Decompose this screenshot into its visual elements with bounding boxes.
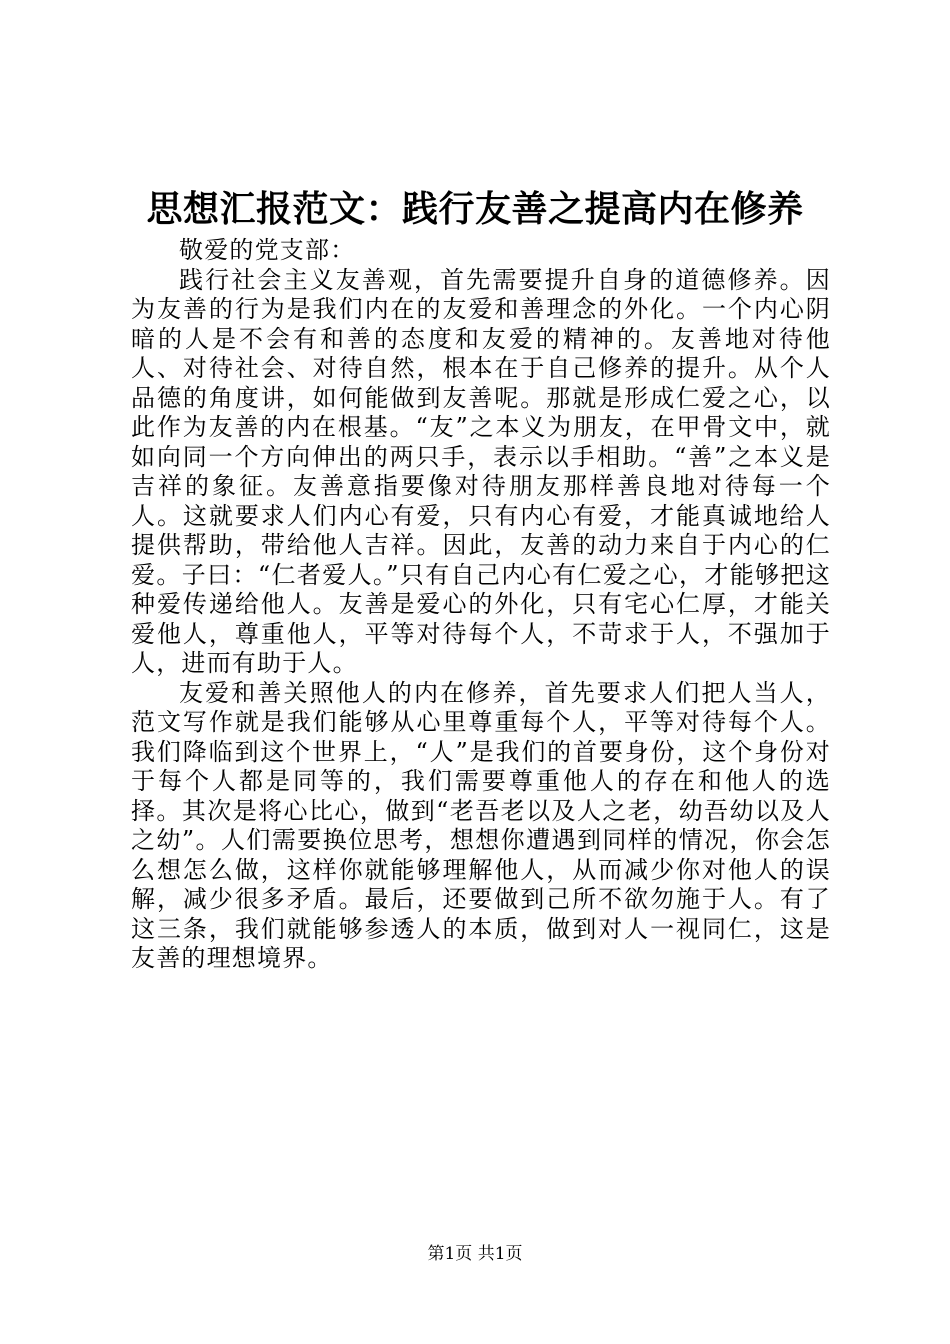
page-footer: 第1页 共1页 xyxy=(427,1244,523,1264)
document-body xyxy=(131,236,831,974)
document-title: 思想汇报范文：践行友善之提高内在修养 xyxy=(146,188,804,230)
paragraph-1: 践行社会主义友善观，首先需要提升自身的道德修养。因为友善的行为是我们内在的友爱和善理念的外化。一个内心阴暗的人是不会有和善的态度和友爱的精神的。友善地对待他人、对待社会、对待自然，根本在于自己修养的提升。从个人品德的角度讲，如何能做到友善呢。那就是形成仁爱之心，以此作为友善的内在根基。“友”之本义为朋友，在甲骨文中，就如向同一个方向伸出的两只手，表示以手相助。“善”之本义是吉祥的象征。友善意指要像对待朋友那样善良地对待每一个人。这就要求人们内心有爱，只有内心有爱，才能真诚地给人提供帮助，带给他人吉祥。因此，友善的动力来自于内心的仁爱。子曰：“仁者爱人。”只有自己内心有仁爱之心，才能够把这种爱传递给他人。友善是爱心的外化，只有宅心仁厚，才能关爱他人，尊重他人，平等对待每个人，不苛求于人，不强加于人，进而有助于人。 xyxy=(131,265,831,677)
paragraph-2: 友爱和善关照他人的内在修养，首先要求人们把人当人，范文写作就是我们能够从心里尊重每个人，平等对待每个人。我们降临到这个世界上，“人”是我们的首要身份，这个身份对于每个人都是同等的，我们需要尊重他人的存在和他人的选择。其次是将心比心，做到“老吾老以及人之老，幼吾幼以及人之幼”。人们需要换位思考，想想你遭遇到同样的情况，你会怎么想怎么做，这样你就能够理解他人，从而减少你对他人的误解，减少很多矛盾。最后，还要做到己所不欲勿施于人。有了这三条，我们就能够参透人的本质，做到对人一视同仁，这是友善的理想境界。 xyxy=(131,678,831,972)
salutation: 敬爱的党支部： xyxy=(179,236,356,264)
